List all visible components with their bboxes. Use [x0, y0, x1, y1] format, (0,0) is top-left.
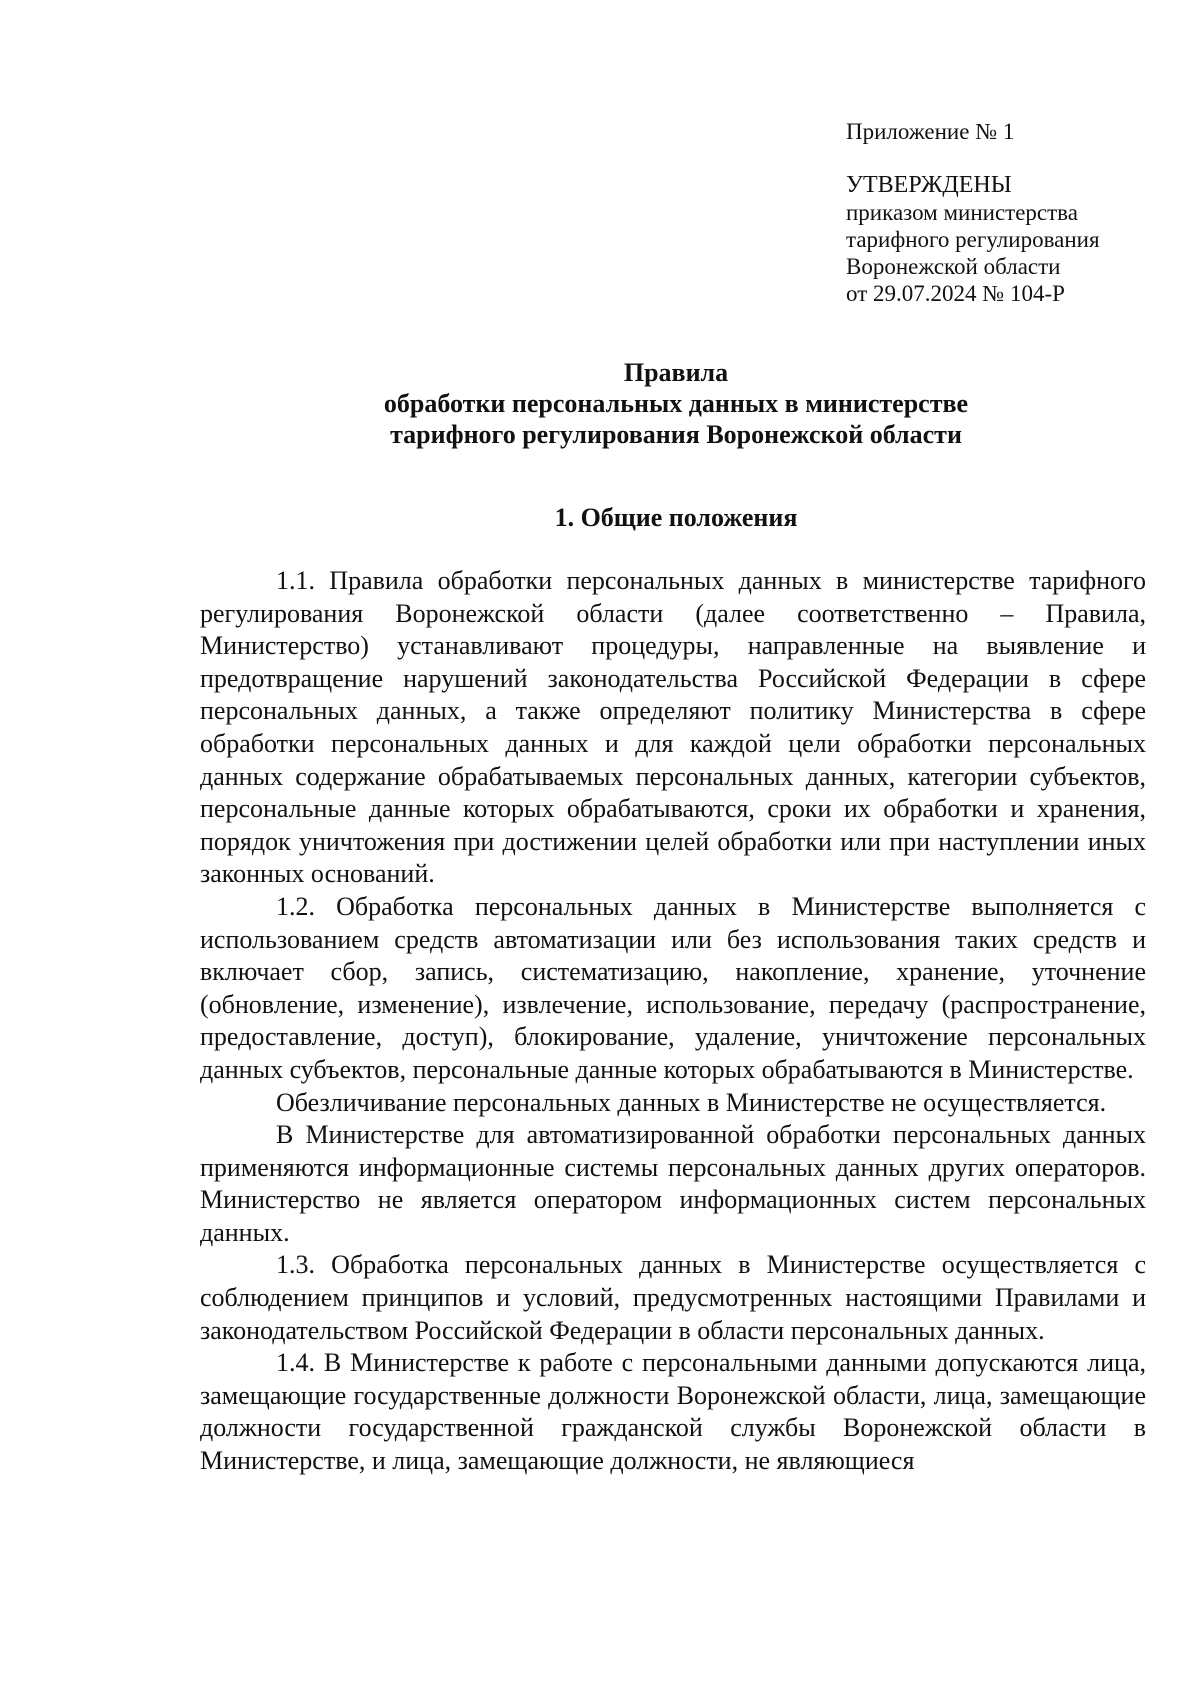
document-title-line: Правила [623, 358, 729, 387]
document-title-line: тарифного регулирования Воронежской области [390, 420, 962, 449]
paragraph-1-2: 1.2. Обработка персональных данных в Министерстве выполняется с использованием средств автоматизации или без использования таких средств и включает сбор, запись, систематизацию, накопление, хранение, уточнение (обновление, изменение), извлечение, использование, передачу (распространение, предоставление, доступ), блокирование, удаление, уничтожение персональных данных субъектов, персональные данные которых обрабатываются в Министерстве. [200, 891, 1146, 1084]
document-title-line: обработки персональных данных в министерстве [383, 389, 969, 418]
approval-ministry-line: тарифного регулирования [846, 227, 1100, 252]
approval-date-number-line: от 29.07.2024 № 104-Р [846, 281, 1065, 306]
section-heading: 1. Общие положения [554, 503, 798, 532]
document-title [200, 357, 1152, 450]
paragraph-information-systems: В Министерстве для автоматизированной обработки персональных данных применяются информационные системы персональных данных других операторов. Министерство не является оператором информационных систем персональных данных. [200, 1120, 1146, 1247]
attachment-label: Приложение № 1 [846, 119, 1015, 144]
paragraph-1-4: 1.4. В Министерстве к работе с персональными данными допускаются лица, замещающие государственные должности Воронежской области, лица, замещающие должности государственной гражданской службы Воронежской области в Министерстве, и лица, замещающие должности, не являющиеся [200, 1348, 1146, 1476]
paragraph-1-3: 1.3. Обработка персональных данных в Министерстве осуществляется с соблюдением принципов и условий, предусмотренных настоящими Правилами и законодательством Российской Федерации в области персональных данных. [200, 1250, 1146, 1345]
approval-stamp-line: УТВЕРЖДЕНЫ [846, 172, 1012, 198]
approval-order-line: приказом министерства [846, 200, 1078, 225]
paragraph-depersonalization: Обезличивание персональных данных в Министерстве не осуществляется. [276, 1087, 1107, 1117]
approval-region-line: Воронежской области [846, 254, 1061, 279]
paragraph-1-1: 1.1. Правила обработки персональных данных в министерстве тарифного регулирования Воронежской области (далее соответственно – Правила, Министерство) устанавливают процедуры, направленные на выявление и предотвращение нарушений законодательства Российской Федерации в сфере персональных данных, а также определяют политику Министерства в сфере обработки персональных данных и для каждой цели обработки персональных данных содержание обрабатываемых персональных данных, категории субъектов, персональные данные которых обрабатываются, сроки их обработки и хранения, порядок уничтожения при достижении целей обработки или при наступлении иных законных оснований. [200, 566, 1146, 889]
section-body [200, 565, 1146, 1478]
attachment-block [846, 118, 1176, 307]
